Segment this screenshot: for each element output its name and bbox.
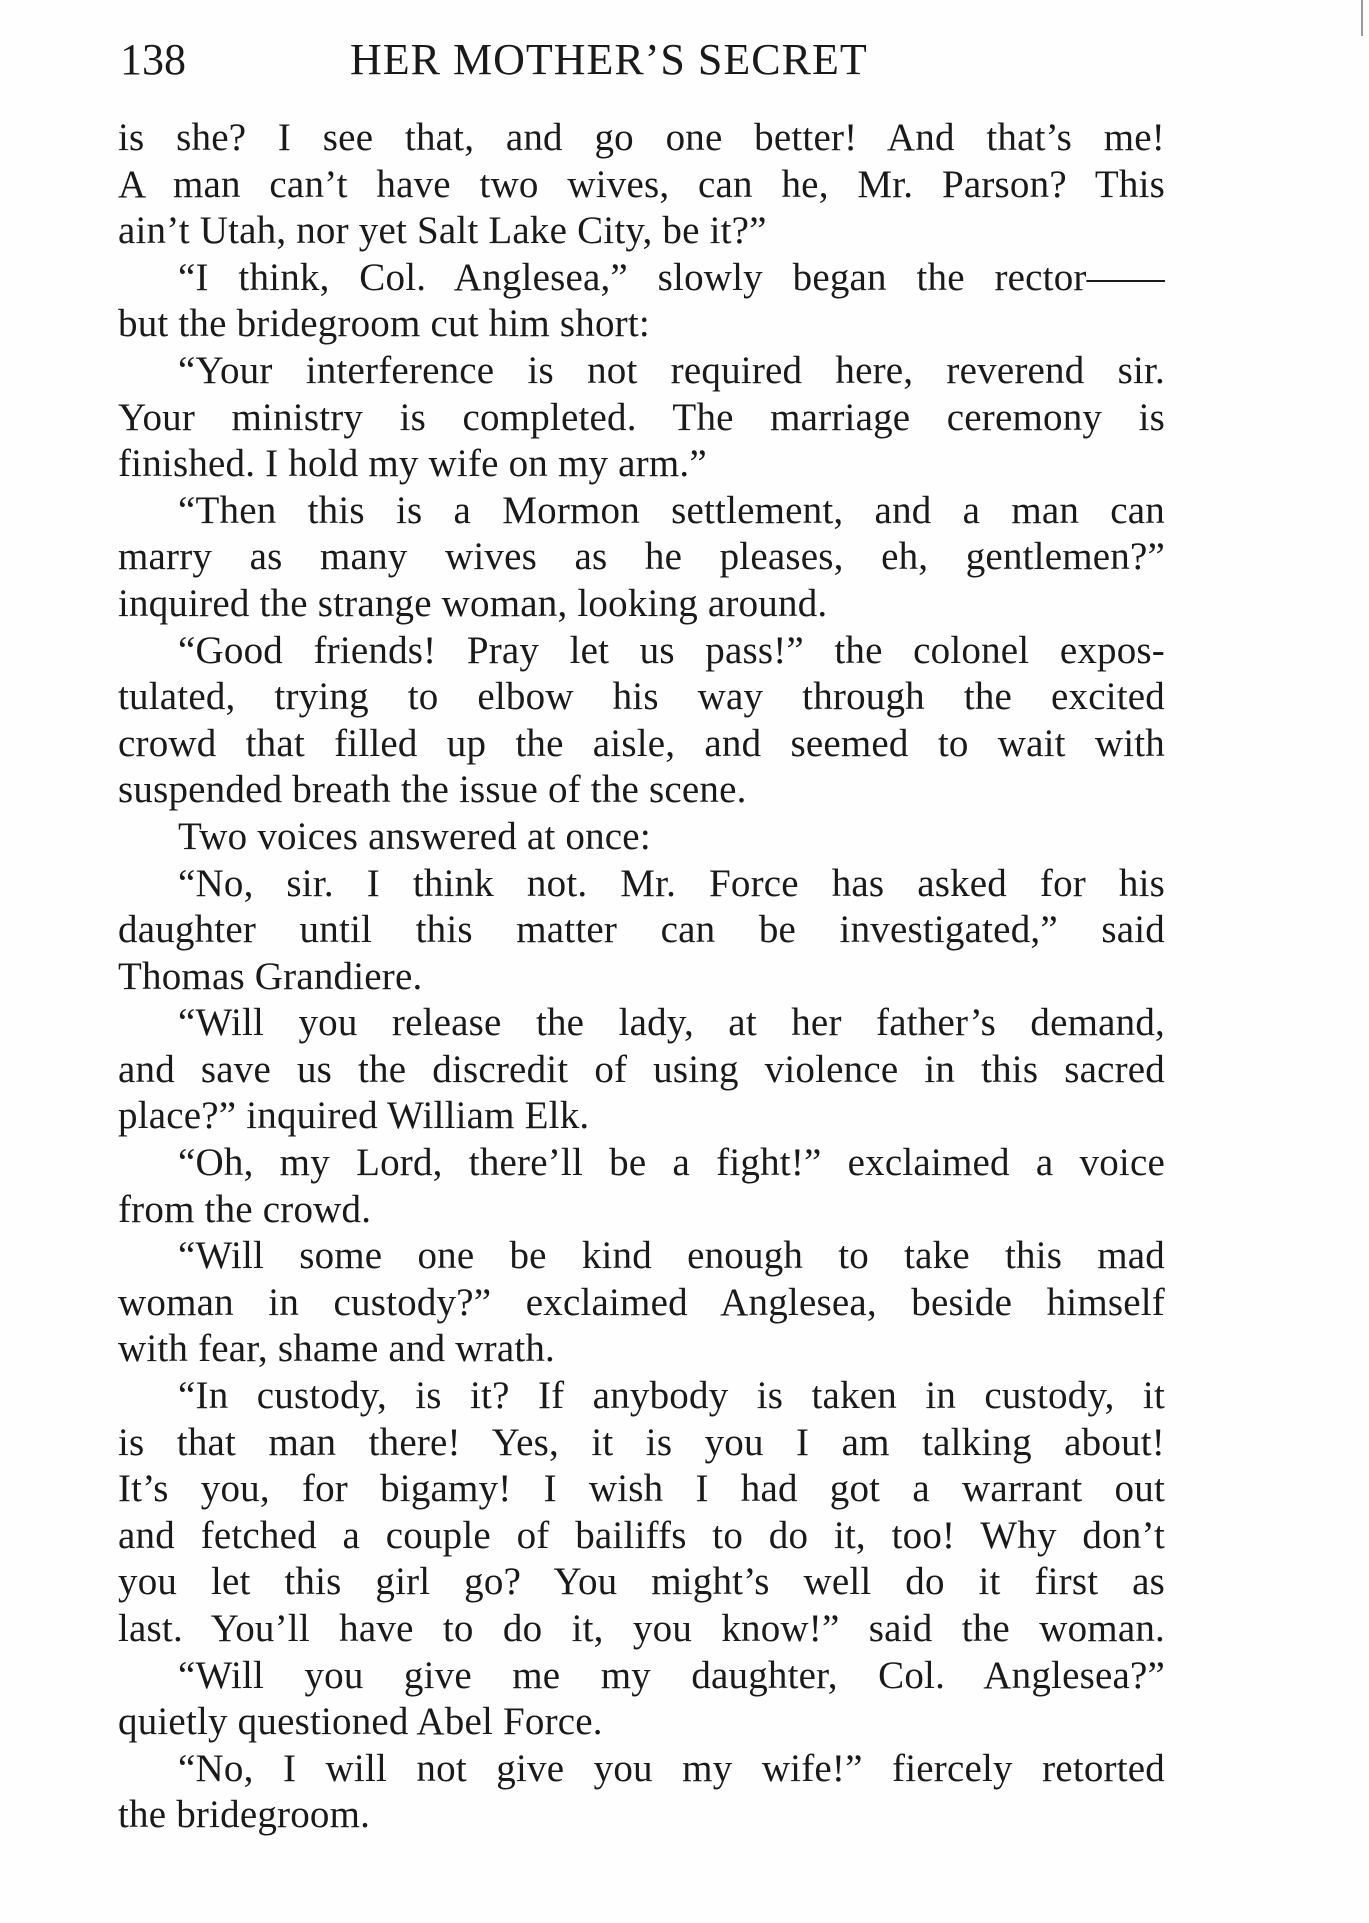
text-line: It’s you, for bigamy! I wish I had got a warrant out: [118, 1467, 1165, 1511]
text-line: “Good friends! Pray let us pass!” the colonel expos-: [178, 628, 1165, 672]
text-line: “Will you give me my daughter, Col. Anglesea?”: [178, 1653, 1165, 1697]
body-text: [118, 115, 1165, 1839]
text-line: quietly questioned Abel Force.: [118, 1700, 603, 1744]
text-line: “In custody, is it? If anybody is taken in custody, it: [178, 1374, 1165, 1418]
text-line: “Your interference is not required here, reverend sir.: [178, 348, 1165, 392]
text-line: A man can’t have two wives, can he, Mr. Parson? This: [118, 162, 1165, 206]
text-line: and fetched a couple of bailiffs to do it, too! Why don’t: [118, 1513, 1165, 1557]
text-line: finished. I hold my wife on my arm.”: [118, 442, 707, 486]
text-line: but the bridegroom cut him short:: [118, 302, 650, 346]
book-title: HER MOTHER’S SECRET: [350, 35, 868, 84]
text-line: ain’t Utah, nor yet Salt Lake City, be it?”: [118, 209, 767, 253]
text-line: tulated, trying to elbow his way through the excited: [118, 675, 1165, 719]
page-edge-mark: [1361, 0, 1363, 36]
text-line: suspended breath the issue of the scene.: [118, 768, 747, 812]
running-head: [120, 30, 1160, 90]
text-line: woman in custody?” exclaimed Anglesea, beside himself: [118, 1280, 1165, 1324]
text-line: daughter until this matter can be investigated,” said: [118, 908, 1165, 952]
text-line: Your ministry is completed. The marriage ceremony is: [118, 395, 1165, 439]
text-line: with fear, shame and wrath.: [118, 1327, 556, 1371]
text-line: place?” inquired William Elk.: [118, 1094, 590, 1138]
text-line: “No, sir. I think not. Mr. Force has asked for his: [178, 861, 1165, 905]
text-line: “I think, Col. Anglesea,” slowly began the rector——: [178, 255, 1165, 299]
text-line: and save us the discredit of using violence in this sacred: [118, 1047, 1165, 1091]
text-line: “Will you release the lady, at her father’s demand,: [178, 1001, 1165, 1045]
text-line: “Then this is a Mormon settlement, and a man can: [178, 488, 1165, 532]
text-line: inquired the strange woman, looking around.: [118, 581, 828, 625]
text-line: the bridegroom.: [118, 1793, 371, 1837]
page-number: 138: [120, 35, 186, 84]
text-line: “No, I will not give you my wife!” fiercely retorted: [178, 1746, 1165, 1790]
text-line: Thomas Grandiere.: [118, 954, 423, 998]
text-line: crowd that filled up the aisle, and seemed to wait with: [118, 721, 1165, 765]
text-line: from the crowd.: [118, 1187, 372, 1231]
text-line: “Will some one be kind enough to take this mad: [178, 1234, 1165, 1278]
text-line: is that man there! Yes, it is you I am talking about!: [118, 1420, 1165, 1464]
text-line: last. You’ll have to do it, you know!” said the woman.: [118, 1607, 1165, 1650]
text-line: is she? I see that, and go one better! And that’s me!: [118, 116, 1165, 159]
text-line: “Oh, my Lord, there’ll be a fight!” exclaimed a voice: [178, 1141, 1165, 1185]
text-line: you let this girl go? You might’s well do it first as: [118, 1560, 1165, 1604]
text-line: Two voices answered at once:: [178, 814, 651, 858]
text-line: marry as many wives as he pleases, eh, gentlemen?”: [118, 535, 1165, 579]
